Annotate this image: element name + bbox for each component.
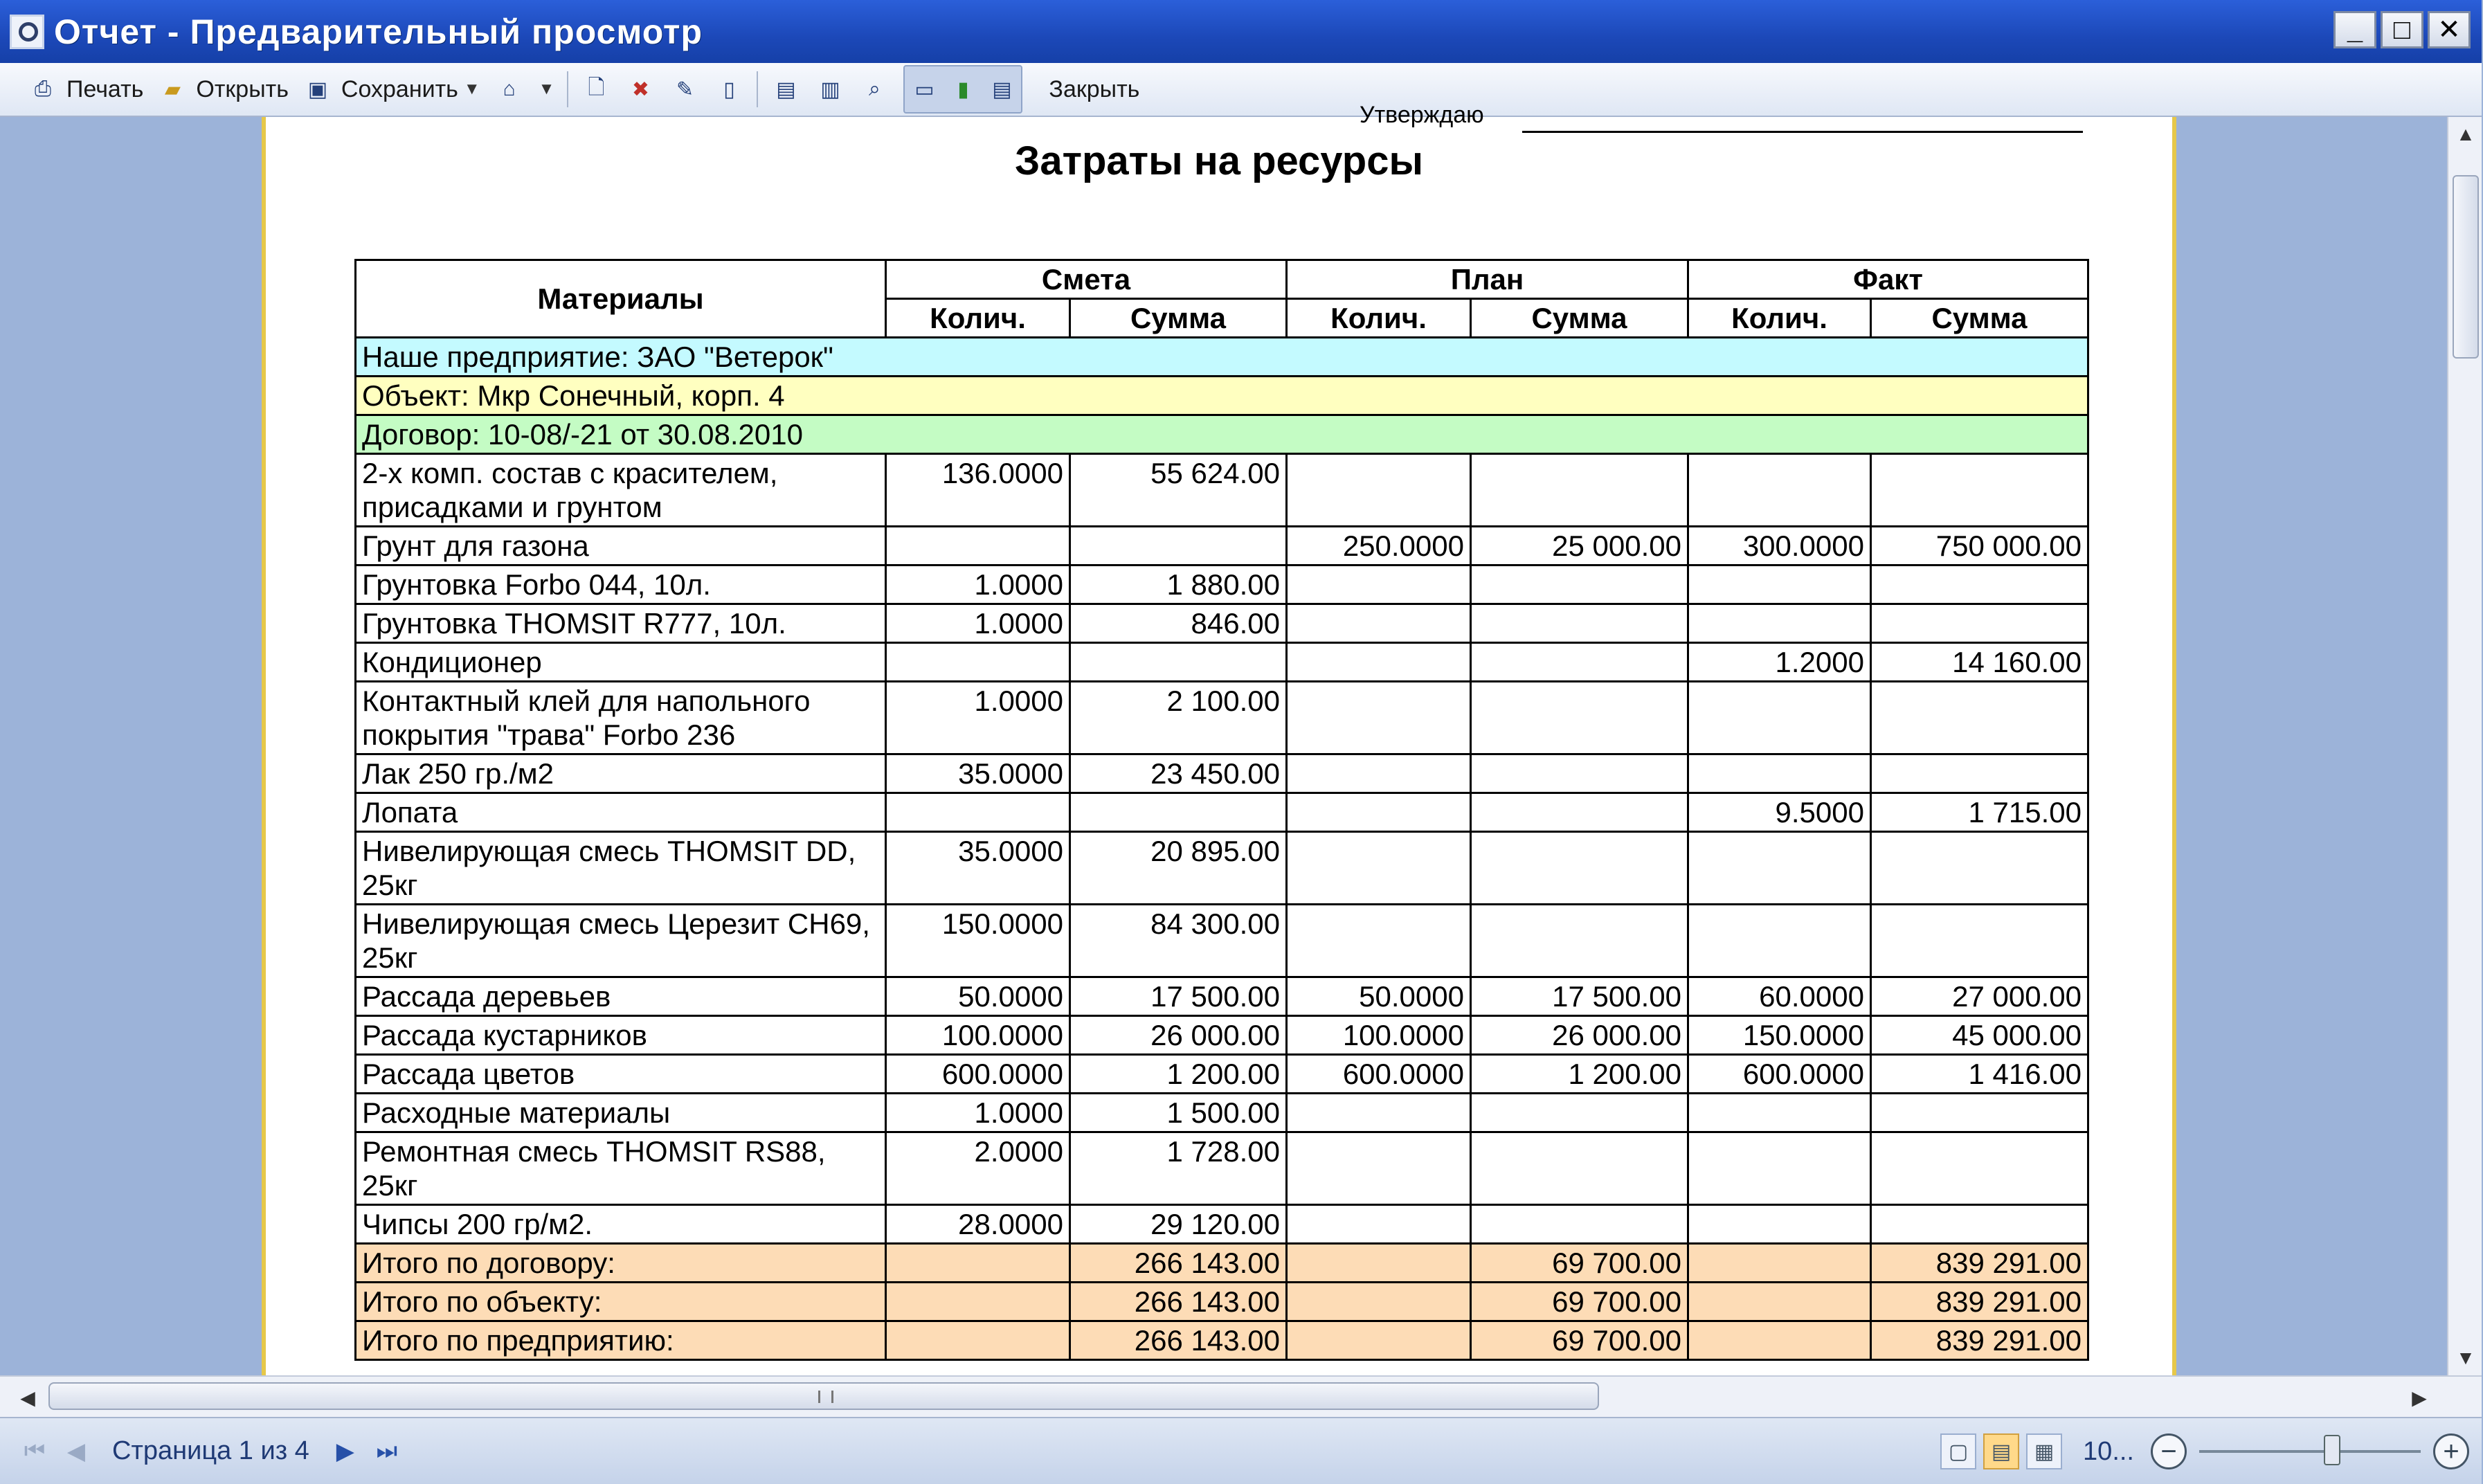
cell-ps: 25 000.00 <box>1471 527 1688 565</box>
total-fact-sum: 839 291.00 <box>1871 1283 2088 1321</box>
cell-sq <box>886 793 1070 832</box>
cell-ps <box>1471 682 1688 754</box>
cell-fs: 1 715.00 <box>1871 793 2088 832</box>
cell-ps: 17 500.00 <box>1471 977 1688 1016</box>
cell-ss: 55 624.00 <box>1070 454 1287 527</box>
page-width-view-button[interactable] <box>943 66 982 112</box>
cell-fs <box>1871 905 2088 977</box>
page-width-mode-icon[interactable]: ▤ <box>1983 1433 2019 1469</box>
group-object-label: Объект: Мкр Сонечный, корп. 4 <box>356 377 2088 415</box>
new-page-button[interactable] <box>574 66 618 112</box>
cell-fs: 45 000.00 <box>1871 1016 2088 1055</box>
zoom-in-icon[interactable]: + <box>2433 1433 2469 1469</box>
material-row <box>356 565 2088 604</box>
scroll-down-arrow-icon[interactable]: ▼ <box>2456 1347 2475 1368</box>
export-icon: ⌂ <box>503 78 516 100</box>
binoculars-icon: ⌕ <box>869 78 881 100</box>
material-name: Рассада деревьев <box>356 977 886 1016</box>
close-button[interactable] <box>1042 66 1146 112</box>
vertical-scroll-thumb[interactable] <box>2453 175 2479 359</box>
report-preview-icon <box>10 15 44 49</box>
floppy-disk-icon: ▣ <box>307 78 328 101</box>
cell-fs: 1 416.00 <box>1871 1055 2088 1094</box>
resource-cost-table <box>354 259 2089 1361</box>
toolbar-separator <box>567 71 568 107</box>
close-window-button[interactable]: ✕ <box>2428 11 2471 48</box>
material-name: Ремонтная смесь THOMSIT RS88, 25кг <box>356 1132 886 1205</box>
scroll-right-arrow-icon[interactable]: ▶ <box>2412 1386 2427 1409</box>
cell-ps <box>1471 454 1688 527</box>
toolbar-separator <box>757 71 758 107</box>
cell-ss <box>1070 527 1287 565</box>
cell-fs <box>1871 604 2088 643</box>
material-row <box>356 682 2088 754</box>
cell-sq: 1.0000 <box>886 1094 1070 1132</box>
cell-ps <box>1471 905 1688 977</box>
previous-page-icon[interactable]: ◀ <box>66 1438 86 1465</box>
material-name: Грунт для газона <box>356 527 886 565</box>
single-page-icon: ▭ <box>914 78 934 101</box>
report-page <box>262 102 2176 1375</box>
cell-sq: 136.0000 <box>886 454 1070 527</box>
total-label: Итого по предприятию: <box>356 1321 886 1360</box>
material-name: Контактный клей для напольного покрытия "трава" Forbo 236 <box>356 682 886 754</box>
cell-fq: 60.0000 <box>1688 977 1871 1016</box>
cell-fq: 300.0000 <box>1688 527 1871 565</box>
cell-sq: 35.0000 <box>886 754 1070 793</box>
header-plan-sum: Сумма <box>1471 299 1688 338</box>
cell-ps: 1 200.00 <box>1471 1055 1688 1094</box>
window-title: Отчет - Предварительный просмотр <box>54 12 703 51</box>
cell-fq: 150.0000 <box>1688 1016 1871 1055</box>
header-plan-qty: Колич. <box>1287 299 1471 338</box>
total-empty <box>1287 1283 1471 1321</box>
header-plan: План <box>1287 260 1688 299</box>
material-row <box>356 454 2088 527</box>
single-page-mode-icon[interactable]: ▢ <box>1940 1433 1976 1469</box>
first-page-icon[interactable]: ⏮ <box>24 1438 46 1464</box>
save-dropdown-arrow-icon[interactable]: ▼ <box>463 80 480 98</box>
cell-ss: 84 300.00 <box>1070 905 1287 977</box>
total-empty <box>1287 1244 1471 1283</box>
cell-fq <box>1688 454 1871 527</box>
approve-label: Утверждаю <box>1360 102 1484 128</box>
print-button[interactable] <box>21 66 150 112</box>
total-empty <box>886 1283 1070 1321</box>
thumbnails-button[interactable] <box>808 66 852 112</box>
cell-sq: 35.0000 <box>886 832 1070 905</box>
material-row <box>356 793 2088 832</box>
cell-sq: 2.0000 <box>886 1132 1070 1205</box>
cell-ps <box>1471 1205 1688 1244</box>
group-contract-label: Договор: 10-08/-21 от 30.08.2010 <box>356 415 2088 454</box>
total-plan-sum: 69 700.00 <box>1471 1321 1688 1360</box>
cell-fq <box>1688 1094 1871 1132</box>
total-estimate-sum: 266 143.00 <box>1070 1283 1287 1321</box>
multi-page-view-button[interactable] <box>982 66 1021 112</box>
cell-pq <box>1287 1205 1471 1244</box>
group-row-contract <box>356 415 2088 454</box>
material-row <box>356 604 2088 643</box>
group-row-object <box>356 377 2088 415</box>
cell-sq <box>886 643 1070 682</box>
header-fact-sum: Сумма <box>1871 299 2088 338</box>
cell-fs <box>1871 565 2088 604</box>
material-name: Расходные материалы <box>356 1094 886 1132</box>
material-row <box>356 643 2088 682</box>
material-row <box>356 977 2088 1016</box>
cell-sq: 50.0000 <box>886 977 1070 1016</box>
page-width-icon: ▮ <box>957 78 969 101</box>
folder-open-icon: ▰ <box>164 78 181 101</box>
cell-pq: 50.0000 <box>1287 977 1471 1016</box>
cell-fq <box>1688 754 1871 793</box>
cell-fq <box>1688 682 1871 754</box>
cell-sq: 28.0000 <box>886 1205 1070 1244</box>
cell-pq <box>1287 565 1471 604</box>
status-bar <box>0 1417 2482 1484</box>
delete-page-icon: ✖ <box>631 78 649 101</box>
cell-ss <box>1070 643 1287 682</box>
scroll-up-arrow-icon[interactable]: ▲ <box>2456 123 2475 145</box>
cell-ps <box>1471 643 1688 682</box>
material-name: Кондиционер <box>356 643 886 682</box>
cell-pq: 250.0000 <box>1287 527 1471 565</box>
total-plan-sum: 69 700.00 <box>1471 1283 1688 1321</box>
cell-fq <box>1688 1205 1871 1244</box>
cell-sq: 1.0000 <box>886 604 1070 643</box>
cell-ps <box>1471 604 1688 643</box>
window-controls <box>2333 11 2471 48</box>
cell-ss: 17 500.00 <box>1070 977 1287 1016</box>
material-row <box>356 1055 2088 1094</box>
material-row <box>356 832 2088 905</box>
total-empty <box>886 1321 1070 1360</box>
total-empty <box>1688 1244 1871 1283</box>
total-empty <box>1688 1283 1871 1321</box>
cell-pq <box>1287 754 1471 793</box>
zoom-slider-thumb[interactable] <box>2324 1435 2340 1465</box>
total-label: Итого по объекту: <box>356 1283 886 1321</box>
cell-ss: 846.00 <box>1070 604 1287 643</box>
cell-ss: 26 000.00 <box>1070 1016 1287 1055</box>
export-button[interactable] <box>487 66 562 112</box>
cell-fs <box>1871 1205 2088 1244</box>
cell-fs: 750 000.00 <box>1871 527 2088 565</box>
zoom-out-icon[interactable]: − <box>2151 1433 2187 1469</box>
cell-fs <box>1871 454 2088 527</box>
zoom-slider[interactable] <box>2199 1450 2421 1453</box>
material-name: Лопата <box>356 793 886 832</box>
material-name: Грунтовка THOMSIT R777, 10л. <box>356 604 886 643</box>
cell-fs <box>1871 1094 2088 1132</box>
material-row <box>356 527 2088 565</box>
total-label: Итого по договору: <box>356 1244 886 1283</box>
open-label: Открыть <box>196 75 289 102</box>
cell-ss: 1 500.00 <box>1070 1094 1287 1132</box>
cell-ps <box>1471 1094 1688 1132</box>
group-row-enterprise <box>356 338 2088 377</box>
material-name: Нивелирующая смесь THOMSIT DD, 25кг <box>356 832 886 905</box>
cell-ss: 2 100.00 <box>1070 682 1287 754</box>
total-plan-sum: 69 700.00 <box>1471 1244 1688 1283</box>
cell-ps <box>1471 754 1688 793</box>
cell-fs: 14 160.00 <box>1871 643 2088 682</box>
header-estimate: Смета <box>886 260 1287 299</box>
title-bar <box>0 0 2482 63</box>
total-estimate-sum: 266 143.00 <box>1070 1321 1287 1360</box>
save-button[interactable] <box>296 66 487 112</box>
total-empty <box>886 1244 1070 1283</box>
vertical-scrollbar[interactable] <box>2447 117 2482 1375</box>
cell-fq <box>1688 565 1871 604</box>
cell-ps <box>1471 793 1688 832</box>
cell-pq <box>1287 454 1471 527</box>
material-row <box>356 1094 2088 1132</box>
cell-ps <box>1471 832 1688 905</box>
page-setup-icon: ▯ <box>723 78 735 101</box>
cell-sq: 600.0000 <box>886 1055 1070 1094</box>
cell-ss: 1 200.00 <box>1070 1055 1287 1094</box>
horizontal-scrollbar[interactable] <box>0 1375 2482 1417</box>
material-name: Рассада кустарников <box>356 1016 886 1055</box>
cell-fs: 27 000.00 <box>1871 977 2088 1016</box>
cell-sq: 100.0000 <box>886 1016 1070 1055</box>
material-name: Чипсы 200 гр/м2. <box>356 1205 886 1244</box>
total-row <box>356 1244 2088 1283</box>
cell-fs <box>1871 1132 2088 1205</box>
material-row <box>356 1205 2088 1244</box>
cell-pq: 600.0000 <box>1287 1055 1471 1094</box>
close-label: Закрыть <box>1049 75 1140 102</box>
cell-ss <box>1070 793 1287 832</box>
cell-ss: 29 120.00 <box>1070 1205 1287 1244</box>
horizontal-scroll-thumb[interactable] <box>48 1382 1599 1410</box>
material-name: 2-х комп. состав с красителем, присадками и грунтом <box>356 454 886 527</box>
edit-page-icon: ✎ <box>676 78 694 101</box>
edit-page-button[interactable] <box>662 66 707 112</box>
header-estimate-qty: Колич. <box>886 299 1070 338</box>
cell-fs <box>1871 832 2088 905</box>
cell-pq <box>1287 682 1471 754</box>
single-page-view-button[interactable] <box>905 66 943 112</box>
material-row <box>356 905 2088 977</box>
total-fact-sum: 839 291.00 <box>1871 1321 2088 1360</box>
cell-fq <box>1688 604 1871 643</box>
cell-fs <box>1871 754 2088 793</box>
group-enterprise-label: Наше предприятие: ЗАО "Ветерок" <box>356 338 2088 377</box>
header-fact: Факт <box>1688 260 2088 299</box>
cell-pq <box>1287 1094 1471 1132</box>
total-row <box>356 1283 2088 1321</box>
cell-sq: 1.0000 <box>886 565 1070 604</box>
material-name: Нивелирующая смесь Церезит CH69, 25кг <box>356 905 886 977</box>
cell-pq <box>1287 604 1471 643</box>
cell-fq: 9.5000 <box>1688 793 1871 832</box>
cell-pq <box>1287 832 1471 905</box>
approve-signature-line <box>1522 131 2083 133</box>
printer-icon: ⎙ <box>35 78 51 100</box>
minimize-button[interactable]: _ <box>2333 11 2376 48</box>
material-row <box>356 754 2088 793</box>
cell-pq <box>1287 1132 1471 1205</box>
multi-page-icon: ▤ <box>992 78 1012 101</box>
thumbnails-icon: ▥ <box>820 78 840 101</box>
save-label: Сохранить <box>341 75 458 102</box>
open-button[interactable] <box>150 66 296 112</box>
cell-ss: 1 880.00 <box>1070 565 1287 604</box>
total-empty <box>1287 1321 1471 1360</box>
last-page-icon[interactable]: ⏭ <box>376 1438 398 1464</box>
header-fact-qty: Колич. <box>1688 299 1871 338</box>
cell-sq <box>886 527 1070 565</box>
new-page-icon: 🗋 <box>588 75 605 99</box>
total-estimate-sum: 266 143.00 <box>1070 1244 1287 1283</box>
zoom-controls <box>1940 1431 2469 1472</box>
cell-pq <box>1287 793 1471 832</box>
delete-page-button[interactable] <box>618 66 662 112</box>
material-name: Грунтовка Forbo 044, 10л. <box>356 565 886 604</box>
cell-ps <box>1471 1132 1688 1205</box>
outline-icon: ▤ <box>776 78 796 101</box>
zoom-value[interactable]: 10... <box>2083 1436 2134 1466</box>
cell-fq: 1.2000 <box>1688 643 1871 682</box>
cell-ps: 26 000.00 <box>1471 1016 1688 1055</box>
cell-ps <box>1471 565 1688 604</box>
header-materials: Материалы <box>356 260 886 338</box>
cell-fq <box>1688 832 1871 905</box>
report-title: Затраты на ресурсы <box>1014 138 1424 183</box>
material-row <box>356 1016 2088 1055</box>
cell-fq <box>1688 905 1871 977</box>
cell-pq: 100.0000 <box>1287 1016 1471 1055</box>
toolbar <box>0 63 2482 117</box>
print-label: Печать <box>66 75 144 102</box>
export-dropdown-arrow-icon[interactable]: ▼ <box>538 80 555 98</box>
next-page-icon[interactable]: ▶ <box>336 1438 354 1465</box>
multi-page-mode-icon[interactable]: ▦ <box>2026 1433 2062 1469</box>
cell-pq <box>1287 905 1471 977</box>
material-name: Лак 250 гр./м2 <box>356 754 886 793</box>
cell-fs <box>1871 682 2088 754</box>
total-empty <box>1688 1321 1871 1360</box>
cell-ss: 1 728.00 <box>1070 1132 1287 1205</box>
maximize-button[interactable]: □ <box>2381 11 2423 48</box>
cell-ss: 23 450.00 <box>1070 754 1287 793</box>
cell-sq: 1.0000 <box>886 682 1070 754</box>
scroll-left-arrow-icon[interactable]: ◀ <box>20 1386 35 1409</box>
total-fact-sum: 839 291.00 <box>1871 1244 2088 1283</box>
cell-sq: 150.0000 <box>886 905 1070 977</box>
find-button[interactable] <box>852 66 896 112</box>
preview-workspace[interactable] <box>0 102 2447 1375</box>
cell-fq <box>1688 1132 1871 1205</box>
material-row <box>356 1132 2088 1205</box>
outline-button[interactable] <box>764 66 808 112</box>
view-mode-group <box>903 65 1022 114</box>
cell-fq: 600.0000 <box>1688 1055 1871 1094</box>
total-row <box>356 1321 2088 1360</box>
page-setup-button[interactable] <box>707 66 751 112</box>
header-estimate-sum: Сумма <box>1070 299 1287 338</box>
material-name: Рассада цветов <box>356 1055 886 1094</box>
cell-pq <box>1287 643 1471 682</box>
page-info: Страница 1 из 4 <box>112 1436 309 1465</box>
cell-ss: 20 895.00 <box>1070 832 1287 905</box>
